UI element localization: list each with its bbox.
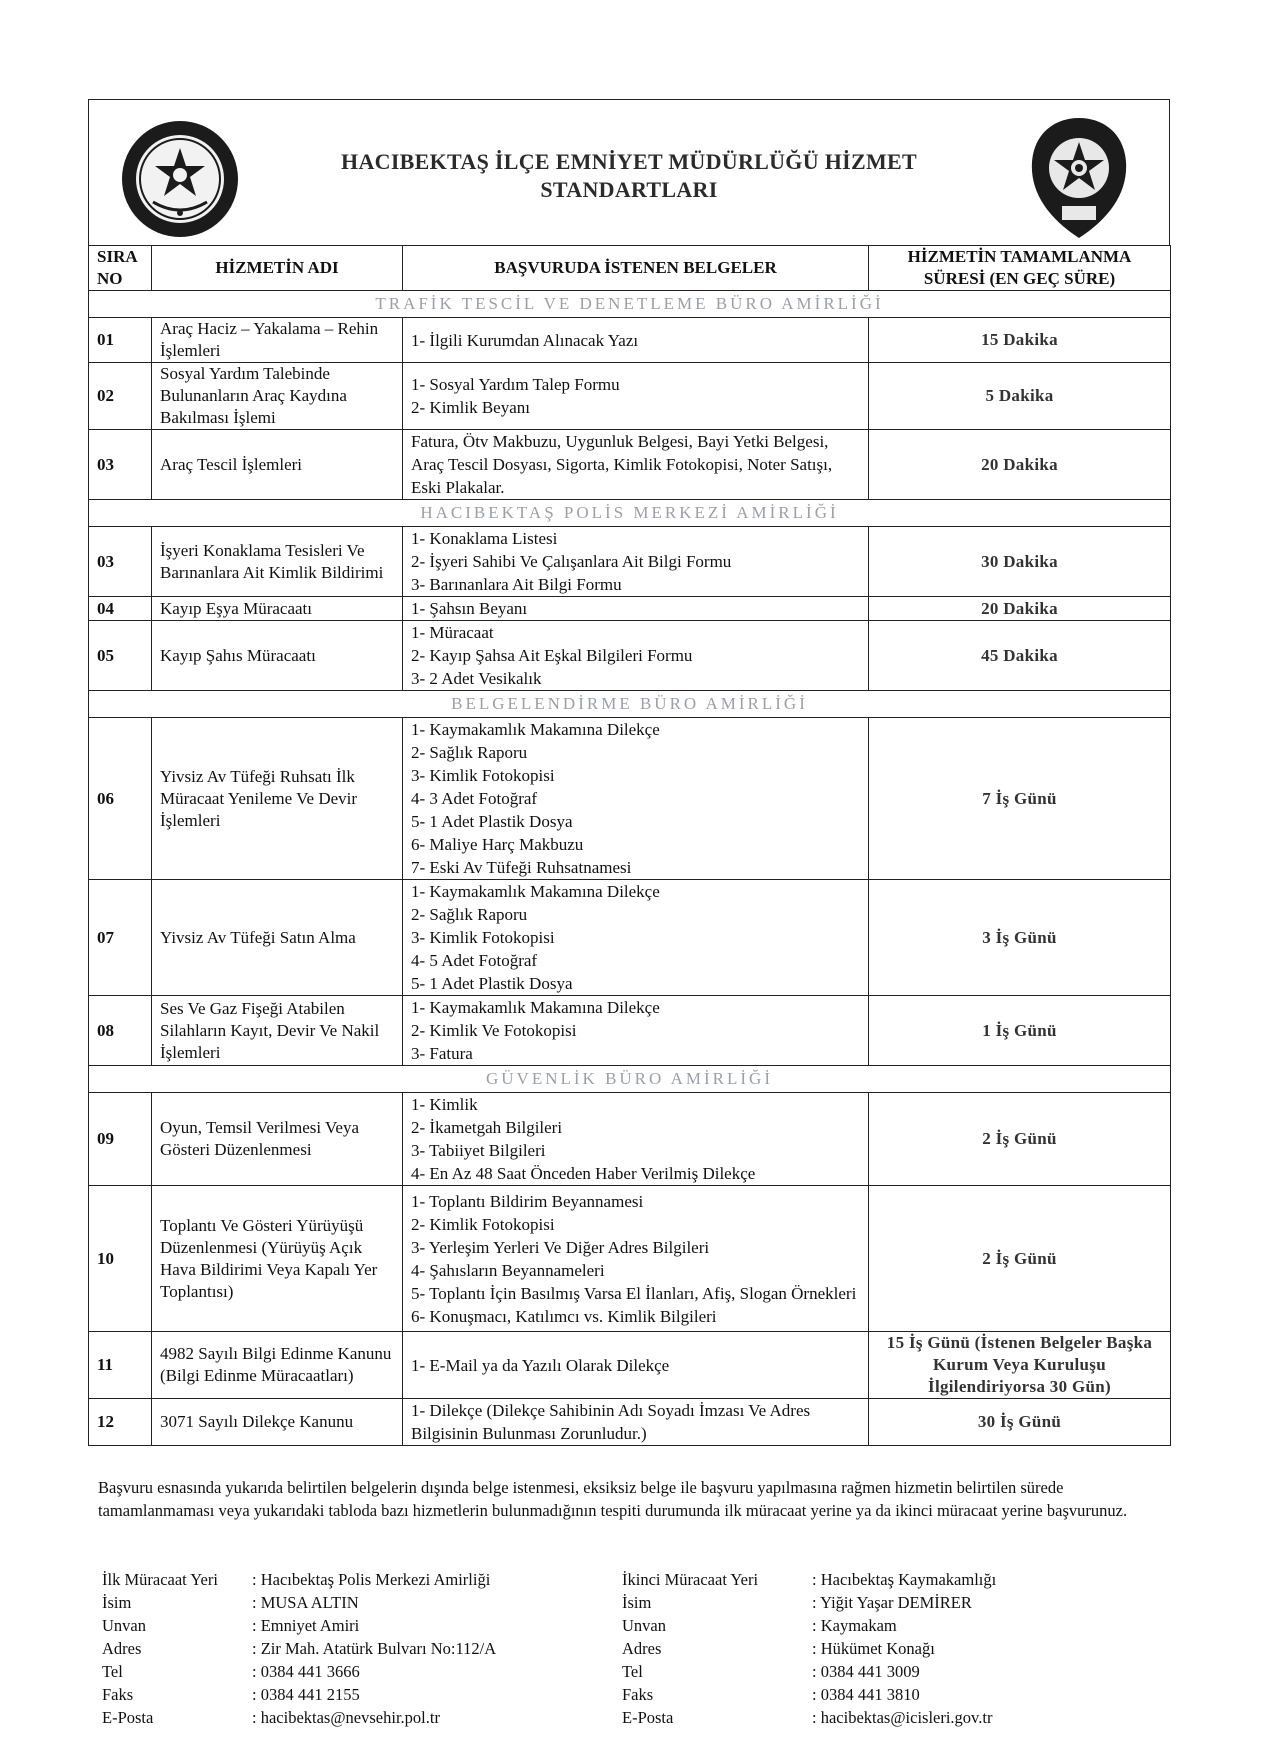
document-item: 1- Dilekçe (Dilekçe Sahibinin Adı Soyadı İmzası Ve Adres Bilgisinin Bulunması Zorunludur.) (411, 1401, 811, 1443)
required-documents (403, 621, 869, 691)
completion-duration: 5 Dakika (869, 363, 1171, 430)
table-row (89, 1399, 1171, 1446)
document-item: 1- Konaklama Listesi (411, 529, 558, 548)
document-item: 1- E-Mail ya da Yazılı Olarak Dilekçe (411, 1355, 670, 1375)
document-item: 2- Kimlik Fotokopisi (411, 1214, 555, 1234)
document-item: 4- 3 Adet Fotoğraf (411, 789, 538, 808)
document-item: 1- Kaymakamlık Makamına Dilekçe (411, 720, 660, 739)
table-row (89, 430, 1171, 500)
document-item: Fatura, Ötv Makbuzu, Uygunluk Belgesi, Bayi Yetki Belgesi, Araç Tescil Dosyası, Sigorta, Kimlik Fotokopisi, Noter Satışı, Eski Plakalar. (411, 432, 833, 497)
completion-duration: 2 İş Günü (869, 1186, 1171, 1332)
document-item: 1- Şahsın Beyanı (411, 599, 528, 618)
service-name: Yivsiz Av Tüfeği Satın Alma (152, 880, 403, 996)
table-row (89, 318, 1171, 363)
required-documents (403, 880, 869, 996)
document-item: 6- Maliye Harç Makbuzu (411, 835, 584, 854)
document-item: 6- Konuşmacı, Katılımcı vs. Kimlik Bilgileri (411, 1306, 717, 1326)
table-row (89, 880, 1171, 996)
document-item: 2- Sağlık Raporu (411, 905, 528, 924)
contact-label: Tel (622, 1662, 643, 1681)
required-documents (403, 318, 869, 363)
contact-label: Adres (102, 1639, 142, 1658)
required-documents (403, 597, 869, 621)
completion-duration: 3 İş Günü (869, 880, 1171, 996)
section-title: GÜVENLİK BÜRO AMİRLİĞİ (89, 1066, 1171, 1093)
table-header-row (89, 246, 1171, 291)
service-name: Yivsiz Av Tüfeği Ruhsatı İlk Müracaat Yenileme Ve Devir İşlemleri (152, 718, 403, 880)
section-header-row (89, 291, 1171, 318)
second-application-contact (622, 1568, 1172, 1729)
contact-label: İsim (622, 1593, 652, 1612)
contact-label: Tel (102, 1662, 123, 1681)
row-number: 10 (89, 1186, 152, 1332)
completion-duration: 20 Dakika (869, 597, 1171, 621)
required-documents (403, 527, 869, 597)
section-title: TRAFİK TESCİL VE DENETLEME BÜRO AMİRLİĞİ (89, 291, 1171, 318)
document-item: 5- Toplantı İçin Basılmış Varsa El İlanları, Afiş, Slogan Örnekleri (411, 1283, 857, 1303)
document-item: 1- Kaymakamlık Makamına Dilekçe (411, 882, 660, 901)
contact-row (102, 1591, 622, 1614)
service-name: Araç Tescil İşlemleri (152, 430, 403, 500)
completion-duration: 15 İş Günü (İstenen Belgeler Başka Kurum Veya Kuruluşu İlgilendiriyorsa 30 Gün) (869, 1332, 1171, 1399)
table-row (89, 1332, 1171, 1399)
title-line-1: HACIBEKTAŞ İLÇE EMNİYET MÜDÜRLÜĞÜ HİZMET (341, 149, 917, 174)
title-line-2: STANDARTLARI (540, 177, 718, 202)
required-documents (403, 1332, 869, 1399)
contact-label: Faks (622, 1685, 654, 1704)
service-name: Kayıp Eşya Müracaatı (152, 597, 403, 621)
completion-duration: 15 Dakika (869, 318, 1171, 363)
contact-value: : MUSA ALTIN (252, 1593, 359, 1612)
service-name: Ses Ve Gaz Fişeği Atabilen Silahların Kayıt, Devir Ve Nakil İşlemleri (152, 996, 403, 1066)
contact-value: : 0384 441 3810 (812, 1685, 920, 1704)
contact-row (622, 1591, 1172, 1614)
document-title (289, 148, 969, 204)
contact-label: E-Posta (622, 1708, 674, 1727)
row-number: 06 (89, 718, 152, 880)
required-documents (403, 1399, 869, 1446)
contact-row (102, 1568, 622, 1591)
row-number: 02 (89, 363, 152, 430)
completion-duration: 7 İş Günü (869, 718, 1171, 880)
completion-duration: 30 İş Günü (869, 1399, 1171, 1446)
table-row (89, 527, 1171, 597)
contact-value: : Hacıbektaş Kaymakamlığı (812, 1570, 997, 1589)
section-header-row (89, 500, 1171, 527)
completion-duration: 1 İş Günü (869, 996, 1171, 1066)
completion-duration: 45 Dakika (869, 621, 1171, 691)
row-number: 11 (89, 1332, 152, 1399)
police-star-emblem-icon (1024, 114, 1134, 242)
row-number: 09 (89, 1093, 152, 1186)
contact-row (102, 1614, 622, 1637)
document-item: 5- 1 Adet Plastik Dosya (411, 974, 573, 993)
contact-value: : Hacıbektaş Polis Merkezi Amirliği (252, 1570, 491, 1589)
column-header: HİZMETİN TAMAMLANMA SÜRESİ (EN GEÇ SÜRE) (869, 246, 1171, 291)
contact-label: İkinci Müracaat Yeri (622, 1570, 759, 1589)
contact-row (622, 1568, 1172, 1591)
contact-label: İlk Müracaat Yeri (102, 1570, 218, 1589)
service-name: Oyun, Temsil Verilmesi Veya Gösteri Düzenlenmesi (152, 1093, 403, 1186)
document-item: 1- Kimlik (411, 1095, 478, 1114)
row-number: 03 (89, 430, 152, 500)
contact-value: : Hükümet Konağı (812, 1639, 935, 1658)
contact-label: E-Posta (102, 1708, 154, 1727)
row-number: 05 (89, 621, 152, 691)
required-documents (403, 1093, 869, 1186)
contact-value: : Kaymakam (812, 1616, 897, 1635)
required-documents (403, 996, 869, 1066)
contact-row (102, 1706, 622, 1729)
service-standards-table (88, 245, 1171, 1446)
document-item: 3- Tabiiyet Bilgileri (411, 1141, 546, 1160)
table-body (89, 246, 1171, 1446)
contact-value: : 0384 441 2155 (252, 1685, 360, 1704)
contact-row (622, 1614, 1172, 1637)
contact-row (622, 1706, 1172, 1729)
required-documents (403, 718, 869, 880)
table-row (89, 621, 1171, 691)
document-item: 2- Kimlik Ve Fotokopisi (411, 1021, 577, 1040)
completion-duration: 30 Dakika (869, 527, 1171, 597)
table-row (89, 363, 1171, 430)
contact-row (102, 1660, 622, 1683)
contact-label: İsim (102, 1593, 132, 1612)
contact-value: : Zir Mah. Atatürk Bulvarı No:112/A (252, 1639, 497, 1658)
document-item: 5- 1 Adet Plastik Dosya (411, 812, 573, 831)
contact-row (622, 1683, 1172, 1706)
document-item: 2- İkametgah Bilgileri (411, 1118, 563, 1137)
document-item: 3- Kimlik Fotokopisi (411, 766, 555, 785)
standards-table-frame (88, 99, 1170, 1474)
contact-value: : Emniyet Amiri (252, 1616, 360, 1635)
document-item: 1- İlgili Kurumdan Alınacak Yazı (411, 330, 639, 350)
contact-row (102, 1637, 622, 1660)
contact-value: : Yiğit Yaşar DEMİRER (812, 1593, 972, 1612)
row-number: 03 (89, 527, 152, 597)
document-item: 4- En Az 48 Saat Önceden Haber Verilmiş Dilekçe (411, 1164, 756, 1183)
service-name: Araç Haciz – Yakalama – Rehin İşlemleri (152, 318, 403, 363)
contact-row (102, 1683, 622, 1706)
row-number: 07 (89, 880, 152, 996)
document-item: 4- Şahısların Beyannameleri (411, 1260, 605, 1280)
required-documents (403, 430, 869, 500)
service-name: İşyeri Konaklama Tesisleri Ve Barınanlara Ait Kimlik Bildirimi (152, 527, 403, 597)
document-item: 2- İşyeri Sahibi Ve Çalışanlara Ait Bilgi Formu (411, 552, 732, 571)
service-name: 4982 Sayılı Bilgi Edinme Kanunu (Bilgi Edinme Müracaatları) (152, 1332, 403, 1399)
column-header: SIRA NO (89, 246, 152, 291)
document-item: 3- Barınanlara Ait Bilgi Formu (411, 575, 622, 594)
document-item: 3- Yerleşim Yerleri Ve Diğer Adres Bilgileri (411, 1237, 710, 1257)
contact-label: Unvan (102, 1616, 146, 1635)
row-number: 01 (89, 318, 152, 363)
document-item: 3- 2 Adet Vesikalık (411, 669, 542, 688)
service-name: Sosyal Yardım Talebinde Bulunanların Araç Kaydına Bakılması İşlemi (152, 363, 403, 430)
completion-duration: 2 İş Günü (869, 1093, 1171, 1186)
document-item: 2- Kayıp Şahsa Ait Eşkal Bilgileri Formu (411, 646, 693, 665)
first-application-contact (102, 1568, 622, 1729)
service-name: Toplantı Ve Gösteri Yürüyüşü Düzenlenmesi (Yürüyüş Açık Hava Bildirimi Veya Kapalı Yer Toplantısı) (152, 1186, 403, 1332)
document-item: 2- Kimlik Beyanı (411, 398, 530, 417)
contact-value: : 0384 441 3666 (252, 1662, 360, 1681)
contact-label: Unvan (622, 1616, 666, 1635)
table-row (89, 597, 1171, 621)
document-item: 3- Kimlik Fotokopisi (411, 928, 555, 947)
contact-value: : hacibektas@nevsehir.pol.tr (252, 1708, 440, 1727)
contact-row (622, 1637, 1172, 1660)
document-header (88, 99, 1170, 246)
service-name: 3071 Sayılı Dilekçe Kanunu (152, 1399, 403, 1446)
row-number: 12 (89, 1399, 152, 1446)
document-item: 4- 5 Adet Fotoğraf (411, 951, 538, 970)
document-item: 2- Sağlık Raporu (411, 743, 528, 762)
table-row (89, 1186, 1171, 1332)
column-header: HİZMETİN ADI (152, 246, 403, 291)
table-row (89, 996, 1171, 1066)
required-documents (403, 363, 869, 430)
section-header-row (89, 691, 1171, 718)
document-item: 1- Sosyal Yardım Talep Formu (411, 375, 620, 394)
contact-label: Faks (102, 1685, 134, 1704)
table-row (89, 718, 1171, 880)
section-title: BELGELENDİRME BÜRO AMİRLİĞİ (89, 691, 1171, 718)
table-row (89, 1093, 1171, 1186)
district-police-seal-icon (119, 118, 241, 240)
document-item: 7- Eski Av Tüfeği Ruhsatnamesi (411, 858, 632, 877)
document-item: 1- Kaymakamlık Makamına Dilekçe (411, 998, 660, 1017)
row-number: 08 (89, 996, 152, 1066)
completion-duration: 20 Dakika (869, 430, 1171, 500)
document-item: 3- Fatura (411, 1044, 473, 1063)
column-header: BAŞVURUDA İSTENEN BELGELER (403, 246, 869, 291)
service-name: Kayıp Şahıs Müracaatı (152, 621, 403, 691)
required-documents (403, 1186, 869, 1332)
contact-label: Adres (622, 1639, 662, 1658)
section-header-row (89, 1066, 1171, 1093)
contact-value: : 0384 441 3009 (812, 1662, 920, 1681)
row-number: 04 (89, 597, 152, 621)
application-note: Başvuru esnasında yukarıda belirtilen belgelerin dışında belge istenmesi, eksiksiz belge ile başvuru yapılmasına rağmen hizmetin belirtilen sürede tamamlanmaması veya yukarıdaki tabloda bazı hizmetlerin bulunmadığının tespiti durumunda ilk müracaat yerine ya da ikinci müracaat yerine başvurunuz. (98, 1478, 1128, 1520)
section-title: HACIBEKTAŞ POLİS MERKEZİ AMİRLİĞİ (89, 500, 1171, 527)
document-item: 1- Toplantı Bildirim Beyannamesi (411, 1191, 644, 1211)
contact-row (622, 1660, 1172, 1683)
document-item: 1- Müracaat (411, 623, 494, 642)
contact-value: : hacibektas@icisleri.gov.tr (812, 1708, 993, 1727)
